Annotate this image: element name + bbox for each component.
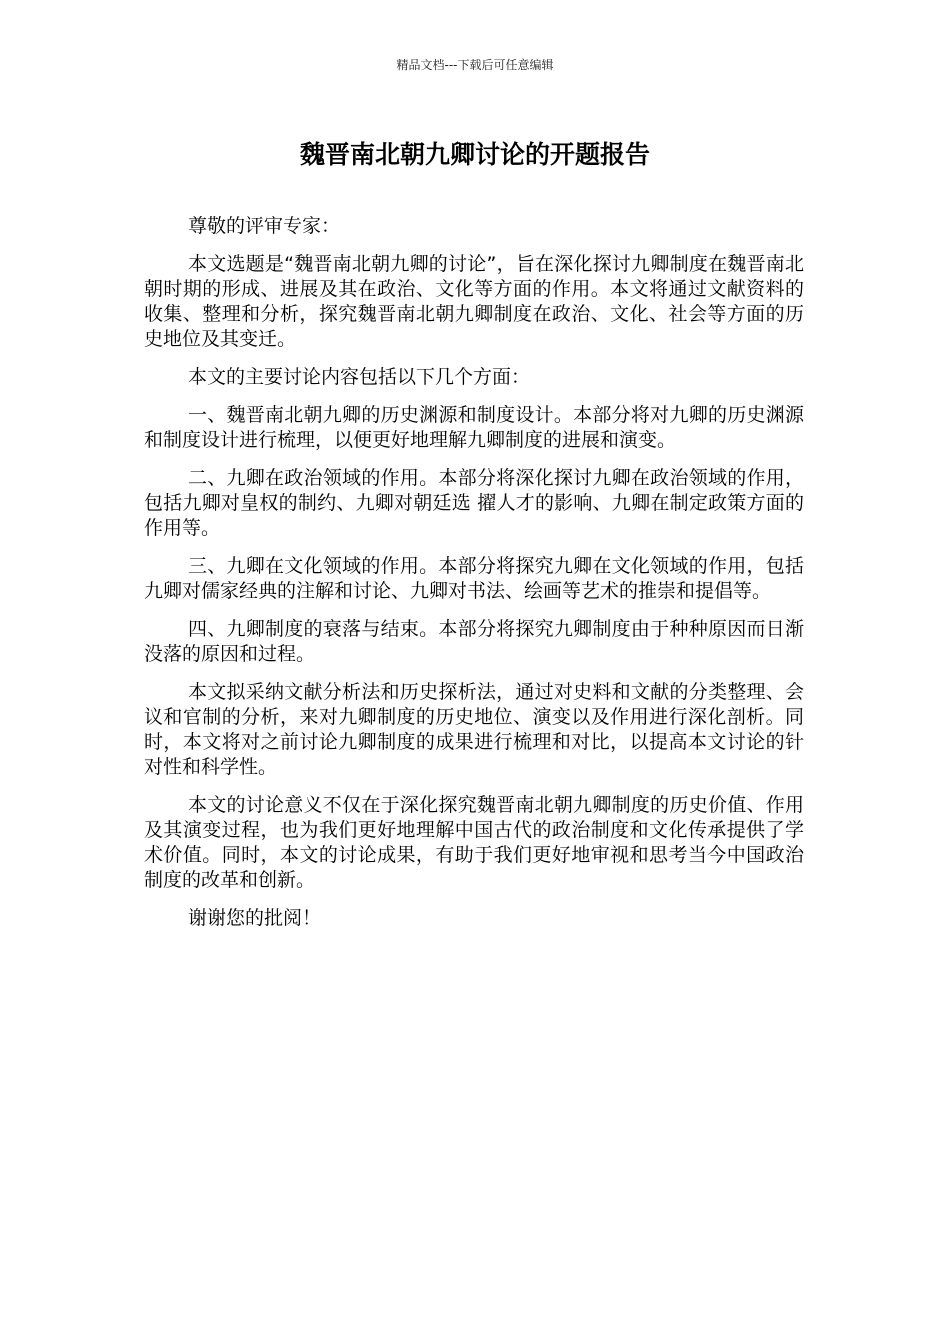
closing-thanks: 谢谢您的批阅！ <box>188 907 322 929</box>
paragraph-method: 本文拟采纳文献分析法和历史探析法，通过对史料和文献的分类整理、会议和官制的分析，来对九卿制度的历史地位、演变以及作用进行深化剖析。同时，本文将对之前讨论九卿制度的成果进行梳理和对比，以提高本文讨论的针对性和科学性。 <box>144 681 804 778</box>
paragraph-significance: 本文的讨论意义不仅在于深化探究魏晋南北朝九卿制度的历史价值、作用及其演变过程，也为我们更好地理解中国古代的政治制度和文化传承提供了学术价值。同时，本文的讨论成果，有助于我们更好地审视和思考当今中国政治制度的改革和创新。 <box>144 794 804 891</box>
paragraph-section-3: 三、九卿在文化领域的作用。本部分将探究九卿在文化领域的作用，包括九卿对儒家经典的注解和讨论、九卿对书法、绘画等艺术的推崇和提倡等。 <box>144 555 804 602</box>
paragraph-section-1: 一、魏晋南北朝九卿的历史渊源和制度设计。本部分将对九卿的历史渊源和制度设计进行梳理，以便更好地理解九卿制度的进展和演变。 <box>144 404 804 451</box>
document-body <box>144 214 804 944</box>
salutation: 尊敬的评审专家： <box>188 215 341 237</box>
paragraph-contents-intro: 本文的主要讨论内容包括以下几个方面： <box>188 366 531 388</box>
page-header-note: 精品文档---下载后可任意编辑 <box>396 58 554 72</box>
paragraph-section-2: 二、九卿在政治领域的作用。本部分将深化探讨九卿在政治领域的作用，包括九卿对皇权的制约、九卿对朝廷选 擢人才的影响、九卿在制定政策方面的作用等。 <box>144 467 804 539</box>
document-title: 魏晋南北朝九卿讨论的开题报告 <box>299 140 650 169</box>
paragraph-section-4: 四、九卿制度的衰落与结束。本部分将探究九卿制度由于种种原因而日渐没落的原因和过程。 <box>144 618 804 665</box>
paragraph-topic: 本文选题是“魏晋南北朝九卿的讨论”，旨在深化探讨九卿制度在魏晋南北朝时期的形成、进展及其在政治、文化等方面的作用。本文将通过文献资料的收集、整理和分析，探究魏晋南北朝九卿制度在政治、文化、社会等方面的历史地位及其变迁。 <box>144 253 804 350</box>
